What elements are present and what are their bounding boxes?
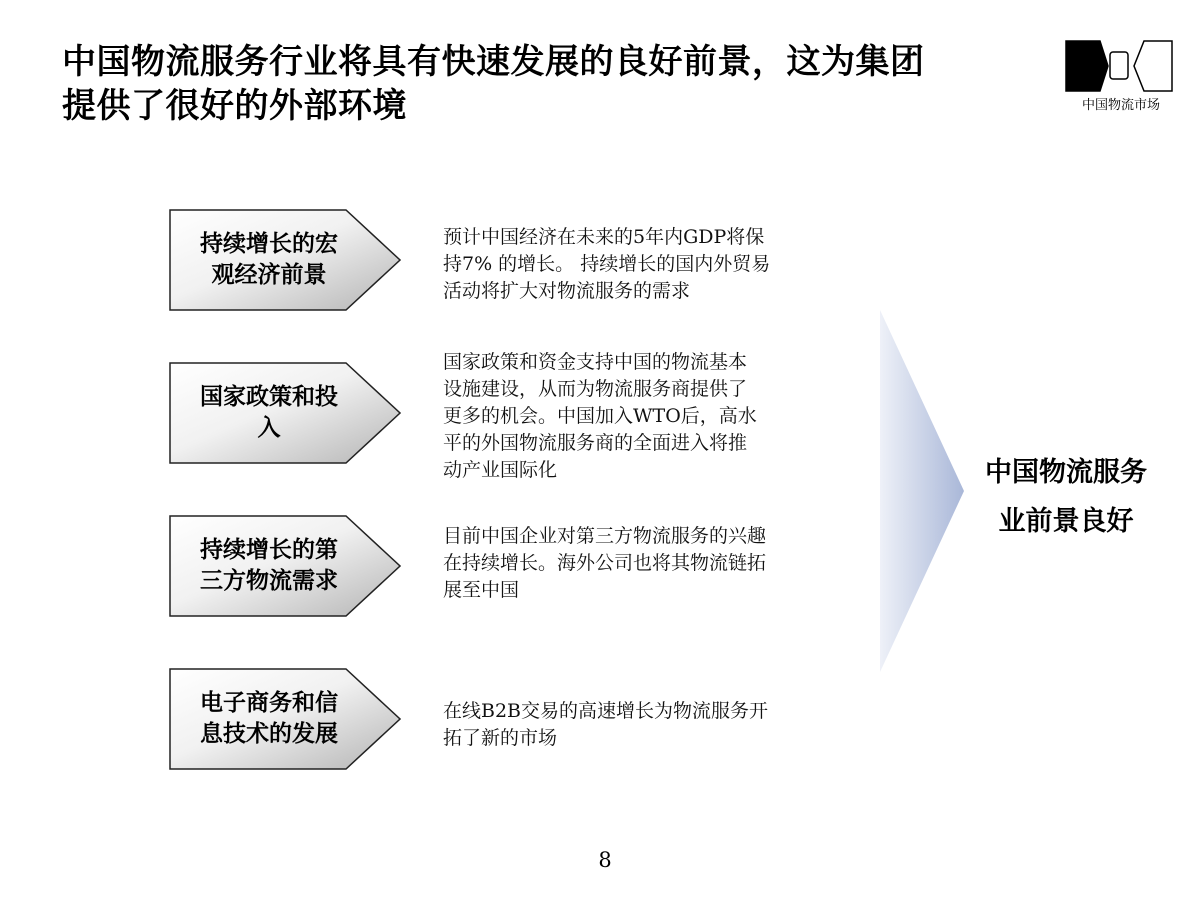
- driver-box-policy: [169, 362, 401, 464]
- conclusion-line-2: 业前景良好: [998, 506, 1134, 537]
- desc-line: 预计中国经济在未来的5年内GDP将保: [443, 226, 765, 248]
- desc-line: 活动将扩大对物流服务的需求: [443, 280, 691, 302]
- conclusion-line-1: 中国物流服务: [985, 457, 1147, 488]
- logo: [1062, 38, 1180, 122]
- driver-label-line-1: 国家政策和投: [200, 384, 338, 410]
- desc-line: 在持续增长。海外公司也将其物流链拓: [443, 552, 767, 574]
- driver-box-3pl-demand: [169, 515, 401, 617]
- title-line-1: 中国物流服务行业将具有快速发展的良好前景，这为集团: [62, 42, 925, 82]
- logo-caption: 中国物流市场: [1081, 98, 1160, 113]
- desc-line: 国家政策和资金支持中国的物流基本: [443, 351, 748, 373]
- desc-line: 持7% 的增长。 持续增长的国内外贸易: [443, 253, 771, 275]
- title-line-2: 提供了很好的外部环境: [62, 86, 407, 126]
- driver-box-ecommerce-it: [169, 668, 401, 770]
- driver-label-line-2: 三方物流需求: [200, 568, 338, 594]
- driver-description-3pl-demand: [443, 523, 843, 604]
- page-number: 8: [598, 848, 612, 872]
- driver-label-line-2: 观经济前景: [211, 262, 327, 288]
- driver-label-line-2: 息技术的发展: [200, 721, 338, 747]
- desc-line: 目前中国企业对第三方物流服务的兴趣: [443, 525, 767, 547]
- desc-line: 在线B2B交易的高速增长为物流服务开: [443, 700, 769, 722]
- driver-description-policy: [443, 349, 843, 484]
- driver-description-macro-economy: [443, 224, 843, 305]
- driver-description-ecommerce-it: [443, 698, 843, 752]
- desc-line: 平的外国物流服务商的全面进入将推: [443, 432, 748, 454]
- driver-label-line-2: 入: [257, 415, 281, 441]
- desc-line: 展至中国: [443, 579, 520, 601]
- desc-line: 动产业国际化: [443, 459, 558, 481]
- desc-line: 设施建设，从而为物流服务商提供了: [443, 378, 748, 400]
- logo-mark-icon: [1062, 38, 1180, 98]
- driver-label-line-1: 持续增长的宏: [200, 231, 338, 257]
- driver-label-line-1: 电子商务和信: [200, 690, 338, 716]
- driver-label-line-1: 持续增长的第: [200, 537, 338, 563]
- chevron-right-icon: [880, 310, 964, 672]
- desc-line: 拓了新的市场: [443, 727, 558, 749]
- desc-line: 更多的机会。中国加入WTO后，高水: [443, 405, 757, 427]
- driver-box-macro-economy: [169, 209, 401, 311]
- conclusion-text: [966, 448, 1166, 546]
- page-title: [62, 40, 1042, 128]
